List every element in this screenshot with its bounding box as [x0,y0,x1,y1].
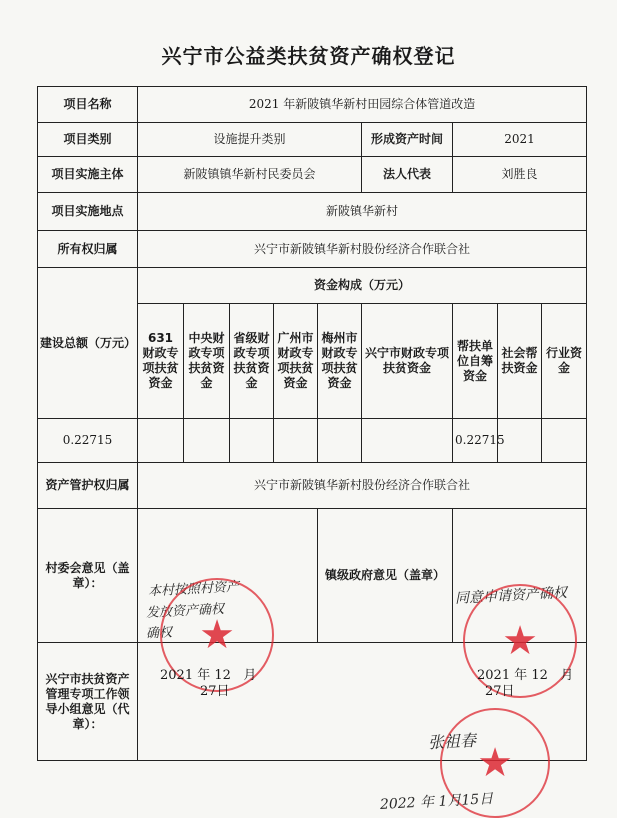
location-label: 项目实施地点 [38,193,138,231]
management-right-value: 兴宁市新陂镇华新村股份经济合作联合社 [138,463,587,509]
fund-val-self-raised: 0.22715 [453,419,498,463]
fund-val-guangzhou [274,419,318,463]
city-signature: 张祖春 [427,730,477,752]
town-opinion-cell [453,509,587,699]
fund-col-social: 社会帮扶资金 [498,304,542,419]
fund-val-industry [542,419,587,463]
village-handwriting-3: 确权 [145,624,173,642]
fund-col-central: 中央财政专项扶贫资金 [184,304,230,419]
town-date-row: 2021 年 12 月 [477,667,574,683]
location-value: 新陂镇华新村 [138,193,587,231]
seal-star-icon: ★ [502,617,538,664]
implementer-label: 项目实施主体 [38,157,138,193]
ownership-value: 兴宁市新陂镇华新村股份经济合作联合社 [138,231,587,268]
village-handwriting-1: 本村按照村资产 [147,579,240,599]
project-category-label: 项目类别 [38,123,138,157]
fund-composition-header: 资金构成（万元） [138,268,587,304]
fund-col-self-raised: 帮扶单位自筹资金 [453,304,498,419]
fund-col-guangzhou: 广州市财政专项扶贫资金 [274,304,318,419]
project-name-value: 2021 年新陂镇华新村田园综合体管道改造 [138,87,587,123]
city-opinion-cell [138,643,587,813]
seal-star-icon: ★ [199,611,235,658]
total-investment-label: 建设总额（万元） [38,268,138,419]
fund-val-xingning [362,419,453,463]
city-opinion-label: 兴宁市扶贫资产管理专项工作领导小组意见（代章）： [38,643,138,761]
project-name-label: 项目名称 [38,87,138,123]
seal-star-icon: ★ [477,739,513,786]
town-handwriting: 同意申请资产确权 [454,584,568,607]
fund-col-meizhou: 梅州市财政专项扶贫资金 [318,304,362,419]
fund-val-meizhou [318,419,362,463]
town-opinion-label: 镇级政府意见（盖章） [318,509,453,643]
fund-val-central [184,419,230,463]
fund-val-provincial [230,419,274,463]
total-investment-value: 0.22715 [38,419,138,463]
village-date-day: 27日 [200,683,230,699]
project-category-value: 设施提升类别 [138,123,362,157]
fund-val-631 [138,419,184,463]
legal-rep-value: 刘胜良 [453,157,587,193]
registration-form [37,86,587,813]
village-opinion-cell [138,509,318,699]
fund-col-xingning: 兴宁市财政专项扶贫资金 [362,304,453,419]
village-date-row: 2021 年 12 月 [160,667,257,683]
ownership-label: 所有权归属 [38,231,138,268]
fund-col-industry: 行业资金 [542,304,587,419]
town-date-day: 27日 [485,683,515,699]
fund-col-631: 631 财政专项扶贫资金 [138,304,184,419]
legal-rep-label: 法人代表 [362,157,453,193]
formation-time-label: 形成资产时间 [362,123,453,157]
implementer-value: 新陂镇镇华新村民委员会 [138,157,362,193]
village-opinion-label: 村委会意见（盖章）： [38,509,138,643]
village-handwriting-2: 发放资产确权 [145,601,225,621]
page-title: 兴宁市公益类扶贫资产确权登记 [161,44,456,68]
fund-col-provincial: 省级财政专项扶贫资金 [230,304,274,419]
city-date: 2022 年 1月15日 [379,790,494,813]
formation-time-value: 2021 [453,123,587,157]
management-right-label: 资产管护权归属 [38,463,138,509]
